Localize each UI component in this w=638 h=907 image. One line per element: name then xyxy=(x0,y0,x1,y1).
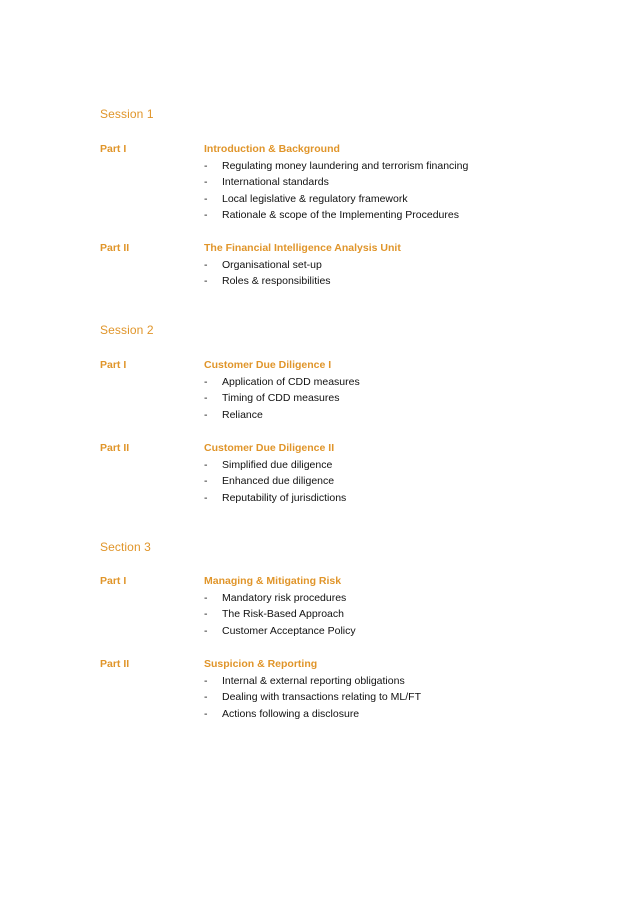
list-item-text: Enhanced due diligence xyxy=(222,475,335,487)
dash-bullet: - xyxy=(204,275,208,287)
list-item xyxy=(204,176,329,188)
part-title: Managing & Mitigating Risk xyxy=(204,575,342,587)
dash-bullet: - xyxy=(204,459,208,471)
part-label: Part II xyxy=(100,442,130,454)
list-item xyxy=(204,459,332,471)
list-item xyxy=(204,608,344,620)
part-label: Part I xyxy=(100,359,127,371)
part-title: The Financial Intelligence Analysis Unit xyxy=(204,242,401,254)
part-label: Part I xyxy=(100,143,127,155)
list-item-text: Mandatory risk procedures xyxy=(222,592,347,604)
list-item xyxy=(204,492,346,504)
part-title: Customer Due Diligence II xyxy=(204,442,335,454)
dash-bullet: - xyxy=(204,492,208,504)
part-label: Part II xyxy=(100,658,130,670)
dash-bullet: - xyxy=(204,675,208,687)
dash-bullet: - xyxy=(204,592,208,604)
part-label: Part II xyxy=(100,242,130,254)
list-item-text: Actions following a disclosure xyxy=(222,708,360,720)
dash-bullet: - xyxy=(204,608,208,620)
list-item-text: Timing of CDD measures xyxy=(222,392,340,404)
list-item-text: Roles & responsibilities xyxy=(222,275,331,287)
list-item xyxy=(204,409,263,421)
dash-bullet: - xyxy=(204,625,208,637)
list-item-text: The Risk-Based Approach xyxy=(222,608,344,620)
list-item xyxy=(204,592,346,604)
dash-bullet: - xyxy=(204,708,208,720)
list-item xyxy=(204,708,359,720)
list-item-text: Application of CDD measures xyxy=(222,376,360,388)
dash-bullet: - xyxy=(204,409,208,421)
part-label: Part I xyxy=(100,575,127,587)
part-title: Customer Due Diligence I xyxy=(204,359,332,371)
list-item xyxy=(204,675,405,687)
list-item-text: Customer Acceptance Policy xyxy=(222,625,356,637)
list-item xyxy=(204,275,331,287)
list-item xyxy=(204,392,339,404)
part-title: Introduction & Background xyxy=(204,143,340,155)
list-item-text: Organisational set-up xyxy=(222,259,322,271)
list-item xyxy=(204,209,459,221)
list-item-text: Regulating money laundering and terrorism financing xyxy=(222,160,469,172)
list-item xyxy=(204,376,360,388)
list-item xyxy=(204,160,468,172)
list-item xyxy=(204,475,334,487)
list-item-text: Simplified due diligence xyxy=(222,459,333,471)
session-title: Session 2 xyxy=(100,323,154,337)
dash-bullet: - xyxy=(204,376,208,388)
dash-bullet: - xyxy=(204,691,208,703)
list-item-text: International standards xyxy=(222,176,329,188)
dash-bullet: - xyxy=(204,259,208,271)
session-title: Session 1 xyxy=(100,107,154,121)
list-item xyxy=(204,259,322,271)
list-item-text: Reliance xyxy=(222,409,263,421)
dash-bullet: - xyxy=(204,475,208,487)
list-item xyxy=(204,625,356,637)
dash-bullet: - xyxy=(204,392,208,404)
list-item-text: Dealing with transactions relating to ML/FT xyxy=(222,691,422,703)
list-item-text: Reputability of jurisdictions xyxy=(222,492,347,504)
part-title: Suspicion & Reporting xyxy=(204,658,318,670)
dash-bullet: - xyxy=(204,160,208,172)
list-item-text: Rationale & scope of the Implementing Procedures xyxy=(222,209,459,221)
dash-bullet: - xyxy=(204,193,208,205)
list-item xyxy=(204,691,421,703)
dash-bullet: - xyxy=(204,176,208,188)
list-item-text: Local legislative & regulatory framework xyxy=(222,193,408,205)
list-item-text: Internal & external reporting obligations xyxy=(222,675,405,687)
session-title: Section 3 xyxy=(100,540,151,554)
dash-bullet: - xyxy=(204,209,208,221)
list-item xyxy=(204,193,408,205)
